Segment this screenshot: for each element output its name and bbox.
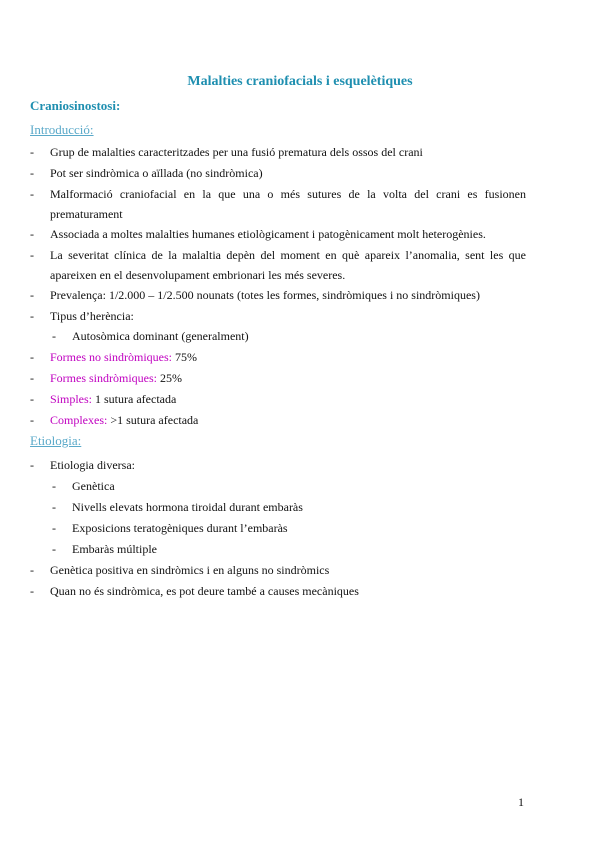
- highlight-value: 25%: [157, 371, 182, 385]
- bullet-dash: -: [30, 288, 34, 302]
- list-subitem: [52, 518, 526, 538]
- section-heading-craniosinostosi: Craniosinostosi:: [30, 98, 121, 113]
- list-subitem: [52, 326, 526, 346]
- list-item: [30, 306, 526, 326]
- list-item-text: [50, 368, 526, 388]
- bullet-dash: -: [52, 521, 56, 535]
- list-item-text: Genètica positiva en sindròmics i en alguns no sindròmics: [50, 563, 330, 577]
- bullet-dash: -: [30, 309, 34, 323]
- subheading-introduccio: Introducció:: [30, 122, 94, 137]
- list-item-text: Malformació craniofacial en la que una o més sutures de la volta del crani es fusionen prematurament: [50, 187, 526, 221]
- bullet-dash: -: [30, 166, 34, 180]
- list-item-text: [50, 347, 526, 367]
- highlight-label: Simples:: [50, 392, 93, 406]
- list-subitem-text: Nivells elevats hormona tiroidal durant embaràs: [72, 500, 303, 514]
- highlight-value: 1 sutura afectada: [92, 392, 177, 406]
- bullet-dash: -: [30, 371, 34, 385]
- list-item: [30, 142, 526, 162]
- list-item-text: [50, 389, 526, 409]
- list-item-text: Quan no és sindròmica, es pot deure també a causes mecàniques: [50, 584, 359, 598]
- list-subitem: [52, 497, 526, 517]
- list-item: [30, 389, 526, 409]
- bullet-dash: -: [30, 187, 34, 201]
- bullet-dash: -: [30, 584, 34, 598]
- highlight-value: 75%: [172, 350, 197, 364]
- highlight-label: Formes sindròmiques:: [50, 371, 157, 385]
- list-subitem-text: Genètica: [72, 479, 115, 493]
- list-item-text: La severitat clínica de la malaltia depèn del moment en què apareix l’anomalia, sent les que apareixen en el desenvolupament embrionari les més severes.: [50, 248, 526, 282]
- list-subitem: [52, 539, 526, 559]
- list-item: [30, 410, 526, 430]
- list-subitem-text: Exposicions teratogèniques durant l’embaràs: [72, 521, 288, 535]
- list-item-text: Associada a moltes malalties humanes etiològicament i patogènicament molt heterogènies.: [50, 227, 486, 241]
- bullet-dash: -: [30, 458, 34, 472]
- list-item: [30, 163, 526, 183]
- list-item: [30, 560, 526, 580]
- bullet-dash: -: [30, 563, 34, 577]
- bullet-dash: -: [52, 542, 56, 556]
- list-item: [30, 455, 526, 475]
- list-item-text: Etiologia diversa:: [50, 458, 135, 472]
- list-item-text: Pot ser sindròmica o aïllada (no sindròmica): [50, 166, 263, 180]
- bullet-dash: -: [30, 350, 34, 364]
- list-subitem-text: Autosòmica dominant (generalment): [72, 329, 249, 343]
- list-item: [30, 581, 526, 601]
- bullet-dash: -: [52, 500, 56, 514]
- highlight-label: Complexes:: [50, 413, 108, 427]
- highlight-label: Formes no sindròmiques:: [50, 350, 172, 364]
- list-item: [30, 285, 526, 305]
- bullet-dash: -: [30, 413, 34, 427]
- list-subitem-text: Embaràs múltiple: [72, 542, 157, 556]
- bullet-dash: -: [30, 392, 34, 406]
- list-item-text: Grup de malalties caracteritzades per una fusió prematura dels ossos del crani: [50, 145, 423, 159]
- list-item: [30, 368, 526, 388]
- bullet-dash: -: [52, 329, 56, 343]
- subheading-etiologia: Etiologia:: [30, 433, 82, 448]
- list-item-text: Prevalença: 1/2.000 – 1/2.500 nounats (totes les formes, sindròmiques i no sindròmiques): [50, 288, 480, 302]
- page-number: 1: [518, 795, 524, 809]
- bullet-dash: -: [52, 479, 56, 493]
- highlight-value: >1 sutura afectada: [107, 413, 199, 427]
- document-title: Malalties craniofacials i esquelètiques: [187, 74, 413, 89]
- list-item-text: [50, 410, 526, 430]
- list-subitem: [52, 476, 526, 496]
- list-item-text: Tipus d’herència:: [50, 309, 134, 323]
- list-item: [30, 184, 526, 224]
- list-item: [30, 245, 526, 285]
- list-item: [30, 224, 526, 244]
- bullet-dash: -: [30, 145, 34, 159]
- list-item: [30, 347, 526, 367]
- bullet-dash: -: [30, 248, 34, 262]
- bullet-dash: -: [30, 227, 34, 241]
